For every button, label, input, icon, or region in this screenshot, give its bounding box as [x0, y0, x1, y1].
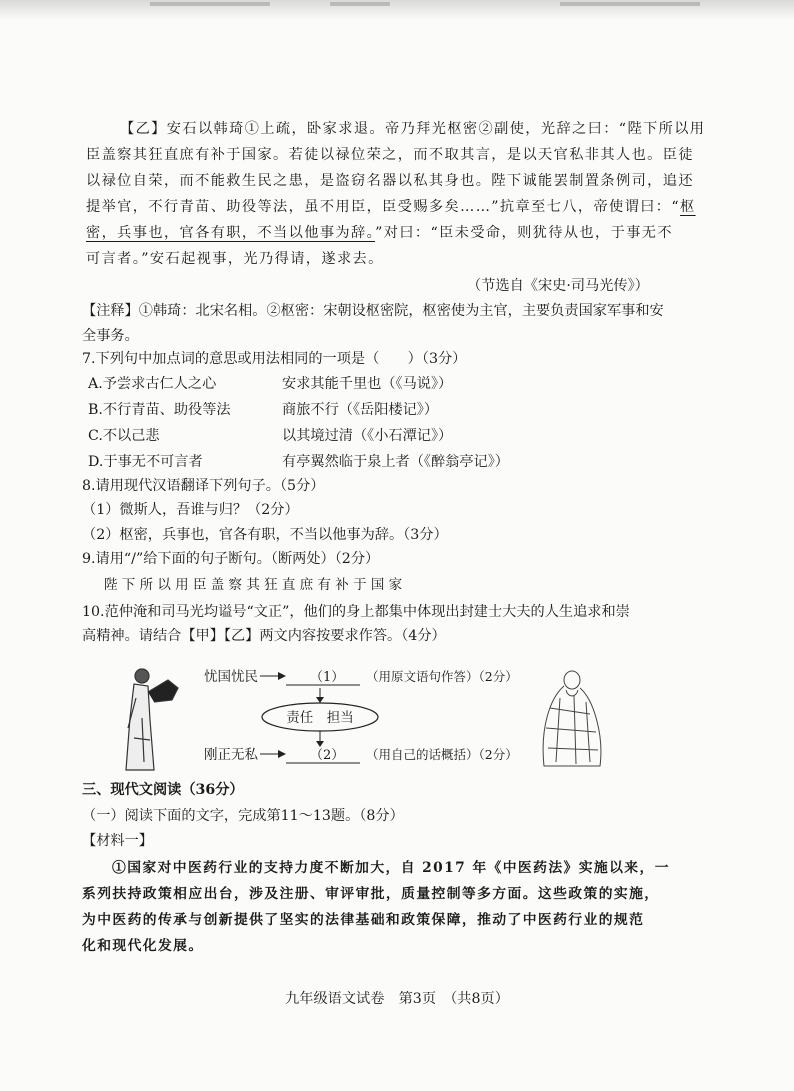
- passage-line: 【乙】安石以韩琦①上疏，卧家求退。帝乃拜光枢密②副使，光辞之曰：“陛下所以用: [120, 121, 706, 137]
- notes-line: 全事务。: [82, 328, 139, 344]
- diagram-center-label: 责任 担当: [286, 710, 354, 726]
- q8-item-2: （2）枢密，兵事也，官各有职，不当以他事为辞。（3分）: [82, 527, 448, 543]
- diagram-top-left-label: 忧国忧民: [204, 669, 258, 685]
- q7-option-d-ref: 有亭翼然临于泉上者（《醉翁亭记》）: [282, 454, 509, 470]
- question-10-line: 高精神。请结合【甲】【乙】两文内容按要求作答。（4分）: [82, 628, 446, 644]
- diagram-bottom-left-label: 刚正无私: [204, 747, 258, 763]
- question-10-line: 10.范仲淹和司马光均谥号“文正”，他们的身上都集中体现出封建士大夫的人生追求和崇: [82, 604, 630, 620]
- q7-option-c-ref: 以其境过清（《小石潭记》）: [282, 428, 453, 444]
- page-footer: 九年级语文试卷 第3页 （共8页）: [285, 991, 509, 1007]
- passage-line: [86, 223, 673, 243]
- question-8-stem: 8.请用现代汉语翻译下列句子。（5分）: [82, 478, 325, 494]
- q7-option-a-ref: 安求其能千里也（《马说》）: [282, 376, 453, 392]
- figure-fan-zhongyan-illustration: [126, 669, 178, 770]
- material-1-paragraph-line: 化和现代化发展。: [82, 938, 204, 954]
- passage-line: 臣盖察其狂直庶有补于国家。若徒以禄位荣之，而不取其言，是以天官私非其人也。臣徒: [86, 147, 694, 163]
- passage-line: 可言者。”安石起视事，光乃得请，遂求去。: [86, 251, 384, 267]
- diagram-blank-1: （1）: [310, 670, 345, 685]
- diagram-blank-2: （2）: [310, 748, 345, 763]
- notes-line: 【注释】①韩琦：北宋名相。②枢密：宋朝设枢密院，枢密使为主官，主要负责国家军事和安: [82, 303, 664, 319]
- material-1-paragraph-line: 为中医药的传承与创新提供了坚实的法律基础和政策保障，推动了中医药行业的规范: [82, 912, 645, 928]
- diagram-bottom-hint: （用自己的话概括）（2分）: [366, 747, 518, 762]
- q7-option-b-ref: 商旅不行（《岳阳楼记》）: [282, 402, 439, 418]
- question-7-stem: 7.下列句中加点词的意思或用法相同的一项是（ ）（3分）: [82, 351, 467, 367]
- section-3-part-1: （一）阅读下面的文字，完成第11～13题。（8分）: [82, 808, 404, 824]
- material-1-heading: 【材料一】: [82, 833, 153, 849]
- material-1-paragraph-line: ①国家对中医药行业的支持力度不断加大，自 2017 年《中医药法》实施以来，一: [112, 860, 670, 876]
- figure-sima-guang-illustration: [543, 671, 601, 766]
- section-3-title: 三、现代文阅读（36分）: [82, 782, 244, 798]
- passage-source: （节选自《宋史·司马光传》）: [467, 278, 649, 294]
- q7-option-d: D.于事无不可言者: [88, 454, 203, 470]
- underlined-text: 密，兵事也，官各有职，不当以他事为辞。: [86, 225, 376, 241]
- diagram-top-hint: （用原文语句作答）（2分）: [366, 669, 518, 684]
- q7-option-b: B.不行青苗、助役等法: [88, 402, 231, 418]
- q8-item-1: （1）微斯人，吾谁与归？（2分）: [82, 502, 299, 518]
- passage-text: 提举官，不行青苗、助役等法，虽不用臣，臣受赐多矣……”抗章至七八，帝使谓曰：“: [86, 199, 681, 215]
- scan-edge: [0, 0, 794, 20]
- passage-line: [86, 197, 696, 217]
- q9-sentence: 陛 下 所 以 用 臣 盖 察 其 狂 直 庶 有 补 于 国 家: [104, 577, 403, 593]
- underlined-text: 枢: [680, 199, 696, 215]
- question-9-stem: 9.请用“/”给下面的句子断句。（断两处）（2分）: [82, 551, 380, 567]
- material-1-paragraph-line: 系列扶持政策相应出台，涉及注册、审评审批，质量控制等多方面。这些政策的实施，: [82, 886, 660, 902]
- q7-option-a: A.予尝求古仁人之心: [88, 376, 217, 392]
- passage-text: ”对曰：“臣未受命，则犹待从也，于事无不: [375, 225, 673, 241]
- passage-line: 以禄位自荣，而不能救生民之患，是盗窃名器以私其身也。陛下诚能罢制置条例司，追还: [86, 173, 694, 189]
- q10-diagram: [120, 658, 680, 776]
- q7-option-c: C.不以己悲: [88, 428, 160, 444]
